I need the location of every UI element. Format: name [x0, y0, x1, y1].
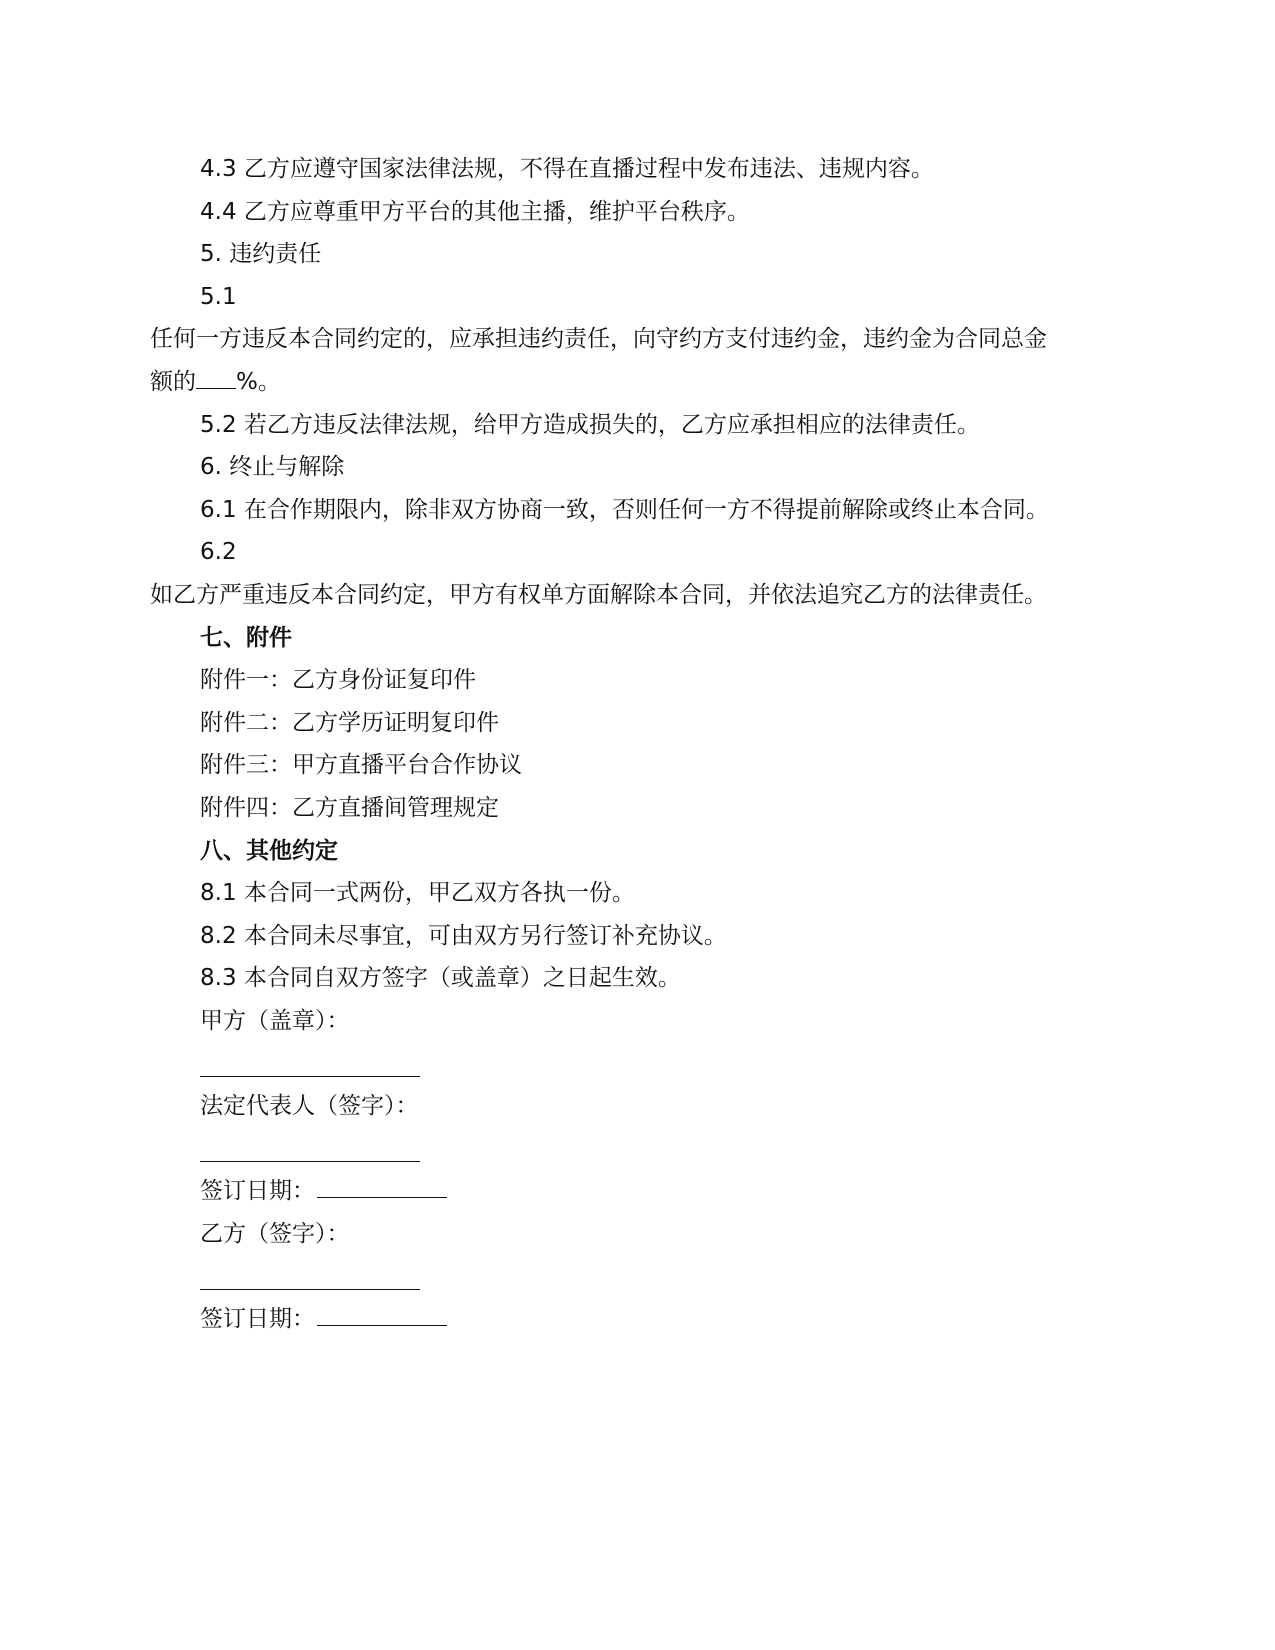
clause-8-2: 8.2 本合同未尽事宜，可由双方另行签订补充协议。 [200, 922, 727, 949]
party-a-signature-line [150, 1042, 1140, 1085]
attachment-item: 附件三：甲方直播平台合作协议 [200, 752, 522, 779]
other-terms-heading: 八、其他约定 [200, 837, 338, 864]
attachment-item: 附件二：乙方学历证明复印件 [200, 709, 499, 736]
clause-8-1: 8.1 本合同一式两份，甲乙双方各执一份。 [200, 880, 635, 907]
sign-date-row [150, 1170, 1140, 1213]
section-6-title: 6. 终止与解除 [200, 454, 345, 481]
sign-date-label: 签订日期： [200, 1178, 315, 1205]
legal-representative-label: 法定代表人（签字）： [200, 1093, 419, 1120]
clause-5-1-text-prefix: 额的 [150, 368, 196, 395]
clause-6-2-text: 如乙方严重违反本合同约定，甲方有权单方面解除本合同，并依法追究乙方的法律责任。 [150, 581, 1047, 608]
clause-5-2: 5.2 若乙方违反法律法规，给甲方造成损失的，乙方应承担相应的法律责任。 [200, 411, 980, 438]
clause-6-1: 6.1 在合作期限内，除非双方协商一致，否则任何一方不得提前解除或终止本合同。 [200, 496, 1049, 523]
clause-4-4: 4.4 乙方应尊重甲方平台的其他主播，维护平台秩序。 [200, 198, 750, 225]
attachment-item: 附件一：乙方身份证复印件 [200, 667, 476, 694]
clause-6-2-number: 6.2 [200, 539, 237, 566]
attachments-heading: 七、附件 [200, 624, 292, 651]
sign-date-blank [317, 1173, 447, 1198]
percentage-blank [196, 368, 236, 389]
clause-4-3: 4.3 乙方应遵守国家法律法规，不得在直播过程中发布违法、违规内容。 [200, 156, 934, 182]
attachment-item: 附件四：乙方直播间管理规定 [200, 794, 499, 821]
contract-body [150, 148, 1140, 1341]
party-b-signature-label: 乙方（签字）： [200, 1220, 350, 1247]
sign-date-row [150, 1298, 1140, 1341]
section-5-title: 5. 违约责任 [200, 241, 322, 268]
clause-8-3: 8.3 本合同自双方签字（或盖章）之日起生效。 [200, 965, 681, 992]
clause-5-1-number: 5.1 [200, 283, 237, 310]
sign-date-label: 签订日期： [200, 1306, 315, 1333]
clause-5-1-text-suffix: %。 [236, 368, 281, 395]
party-a-seal-label: 甲方（盖章）： [200, 1007, 350, 1034]
clause-5-1-text: 任何一方违反本合同约定的，应承担违约责任，向守约方支付违约金，违约金为合同总金 [150, 326, 1047, 353]
legal-representative-signature-line [150, 1128, 1140, 1171]
clause-5-1-text-continued [150, 361, 1140, 404]
party-b-signature-line [150, 1255, 1140, 1298]
sign-date-blank [317, 1301, 447, 1326]
